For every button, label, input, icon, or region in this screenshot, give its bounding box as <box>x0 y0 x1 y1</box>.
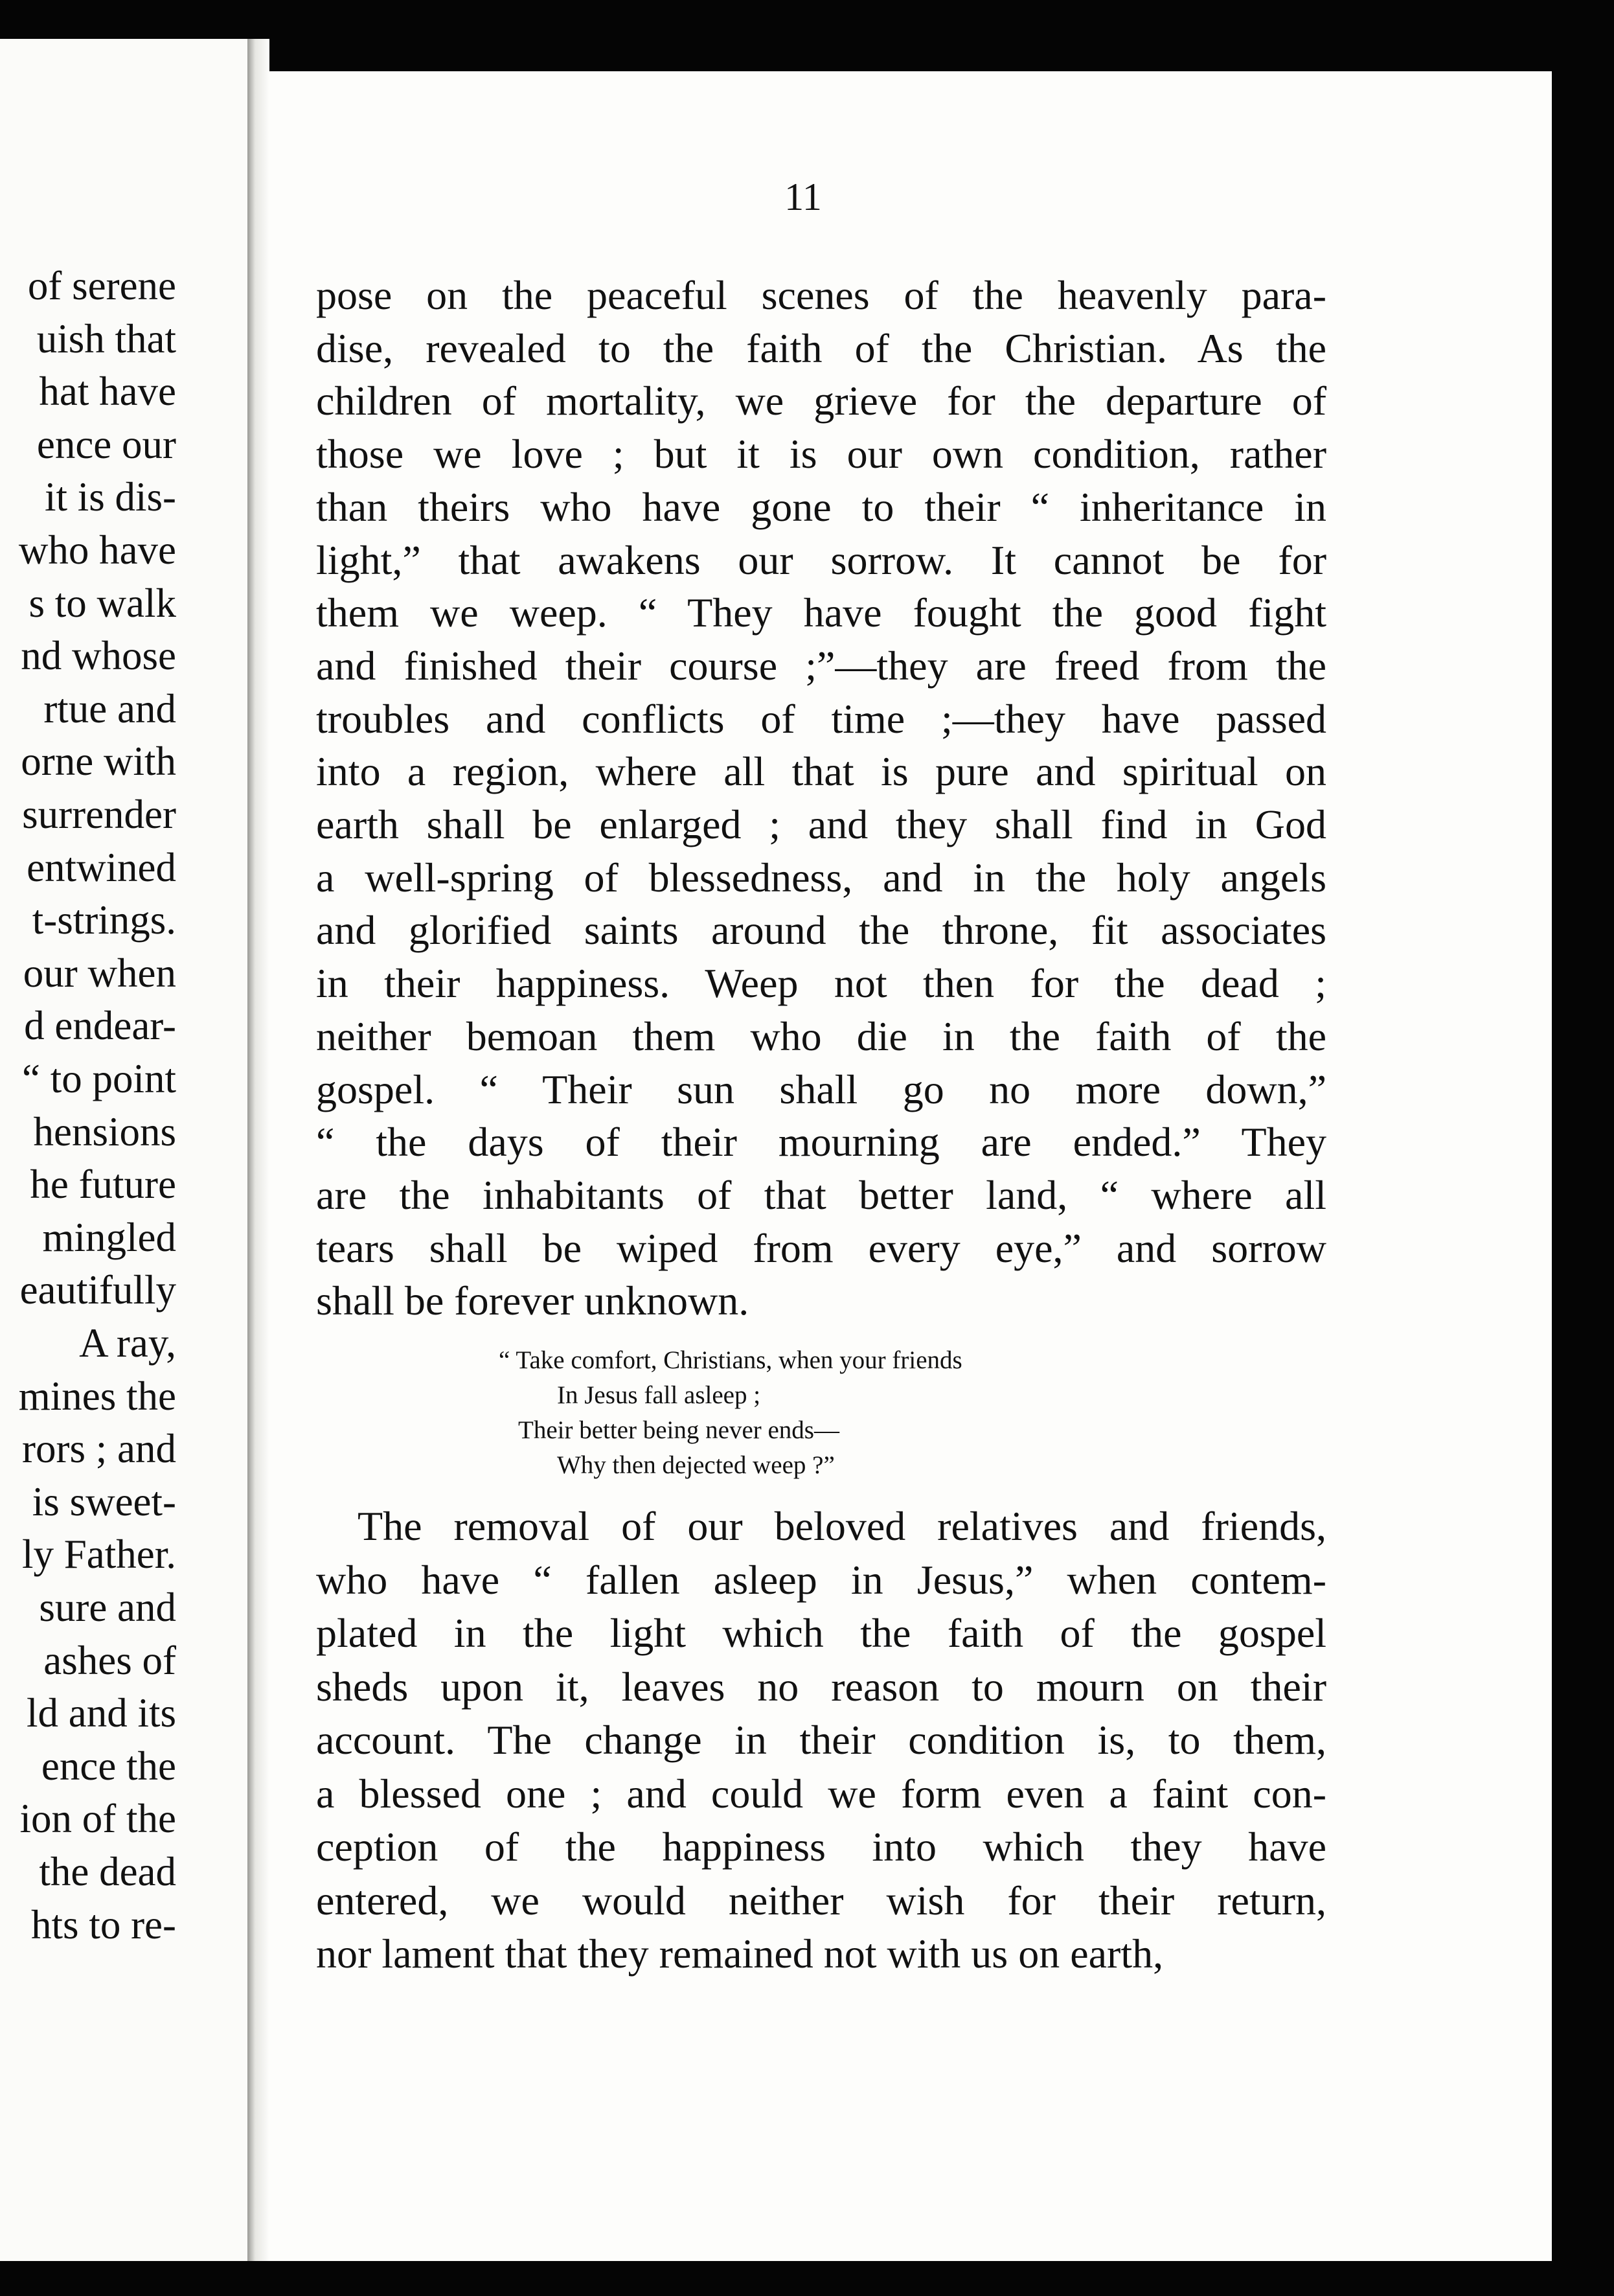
text-line: a blessed one ; and could we form even a faint con- <box>316 1770 1326 1817</box>
book-gutter <box>247 39 269 2261</box>
facing-page-line: mingled <box>42 1214 176 1260</box>
text-line: a well-spring of blessedness, and in the holy angels <box>316 854 1326 901</box>
facing-page-line: mines the <box>18 1373 176 1419</box>
text-line: earth shall be enlarged ; and they shall find in God <box>316 801 1326 847</box>
text-line: account. The change in their condition is, to them, <box>316 1717 1326 1763</box>
facing-page-line: A ray, <box>79 1320 176 1366</box>
text-line: dise, revealed to the faith of the Christian. As the <box>316 325 1326 371</box>
text-line: than theirs who have gone to their “ inheritance in <box>316 483 1326 530</box>
facing-page-line: orne with <box>21 739 176 785</box>
facing-page-line: hts to re- <box>31 1901 176 1947</box>
text-line: sheds upon it, leaves no reason to mourn on their <box>316 1663 1326 1710</box>
verse-line: Why then dejected weep ?” <box>557 1451 835 1479</box>
facing-page-line: eautifully <box>19 1267 176 1313</box>
text-line: ception of the happiness into which they have <box>316 1824 1326 1870</box>
facing-page-line: nd whose <box>21 633 176 679</box>
text-line: nor lament that they remained not with us on earth, <box>316 1931 1164 1977</box>
page-number: 11 <box>784 176 822 218</box>
text-line: who have “ fallen asleep in Jesus,” when contem- <box>316 1556 1326 1603</box>
text-line: pose on the peaceful scenes of the heavenly para- <box>316 272 1326 318</box>
facing-page-line: hat have <box>39 369 176 415</box>
text-line: and finished their course ;”—they are freed from the <box>316 642 1326 689</box>
verse-line: In Jesus fall asleep ; <box>557 1381 761 1409</box>
text-line: into a region, where all that is pure and spiritual on <box>316 748 1326 795</box>
facing-page-line: ld and its <box>27 1690 176 1736</box>
verse-line: Their better being never ends— <box>518 1416 839 1444</box>
facing-page-line: t-strings. <box>32 897 176 943</box>
text-line: plated in the light which the faith of the gospel <box>316 1610 1326 1656</box>
facing-page-line: s to walk <box>28 580 176 626</box>
facing-page-line: who have <box>18 527 176 573</box>
facing-page-line: ashes of <box>43 1637 176 1683</box>
facing-page-line: our when <box>23 950 176 996</box>
facing-page-line: ence the <box>41 1743 176 1789</box>
facing-page-line: rors ; and <box>22 1426 176 1472</box>
facing-page-line: rtue and <box>43 685 176 731</box>
text-line: and glorified saints around the throne, fit associates <box>316 907 1326 954</box>
facing-page-line: of serene <box>27 263 176 308</box>
facing-page-line: is sweet- <box>32 1478 176 1524</box>
facing-page-line: ence our <box>36 421 176 467</box>
text-line: gospel. “ Their sun shall go no more down,” <box>316 1066 1326 1112</box>
facing-page-line: the dead <box>39 1849 176 1894</box>
text-line: tears shall be wiped from every eye,” and sorrow <box>316 1224 1326 1271</box>
facing-page-line: sure and <box>39 1585 176 1630</box>
verse-line: “ Take comfort, Christians, when your friends <box>499 1346 962 1374</box>
text-line: The removal of our beloved relatives and friends, <box>358 1503 1326 1549</box>
facing-page-line: uish that <box>36 316 176 362</box>
text-line: neither bemoan them who die in the faith of the <box>316 1013 1326 1059</box>
text-line: children of mortality, we grieve for the departure of <box>316 378 1326 424</box>
facing-page-line: surrender <box>22 792 176 837</box>
facing-page-line: hensions <box>33 1108 176 1154</box>
text-line: shall be forever unknown. <box>316 1278 749 1324</box>
text-line: in their happiness. Weep not then for the dead ; <box>316 960 1326 1007</box>
text-line: “ the days of their mourning are ended.” They <box>316 1119 1326 1165</box>
facing-page-line: “ to point <box>22 1056 176 1101</box>
text-line: entered, we would neither wish for their return, <box>316 1877 1326 1923</box>
facing-page-line: ion of the <box>19 1796 176 1842</box>
facing-page-line: it is dis- <box>44 474 176 520</box>
text-line: troubles and conflicts of time ;—they have passed <box>316 695 1326 742</box>
text-line: light,” that awakens our sorrow. It cannot be for <box>316 536 1326 583</box>
facing-page-line: entwined <box>27 844 176 890</box>
text-line: those we love ; but it is our own condition, rather <box>316 431 1326 477</box>
text-line: them we weep. “ They have fought the good fight <box>316 590 1326 636</box>
text-line: are the inhabitants of that better land, “ where all <box>316 1171 1326 1218</box>
facing-page-line: he future <box>30 1162 176 1208</box>
facing-page-line: ly Father. <box>22 1532 176 1578</box>
facing-page-line: d endear- <box>24 1003 176 1049</box>
